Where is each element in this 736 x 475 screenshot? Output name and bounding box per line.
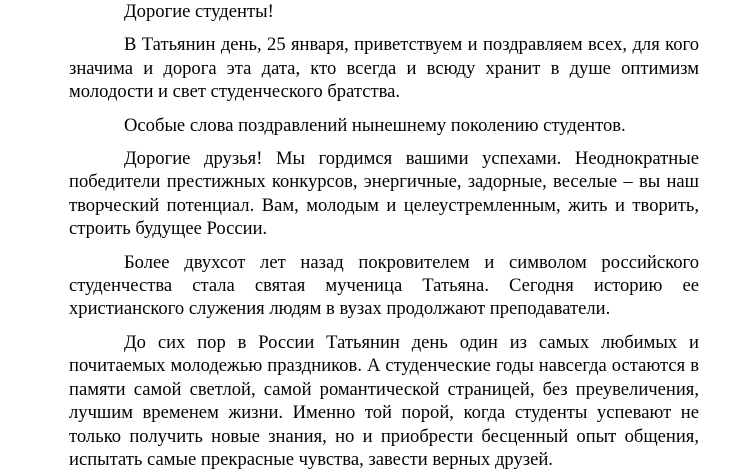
document-body xyxy=(69,0,699,471)
greeting-line: Дорогие студенты! xyxy=(124,1,274,22)
paragraph-1: В Татьянин день, 25 января, приветствуем и поздравляем всех, для кого значима и дорога эта дата, кто всегда и всюду хранит в душе оптимизм молодости и свет студенческого братства. xyxy=(69,34,699,103)
paragraph-5: До сих пор в России Татьянин день один из самых любимых и почитаемых молодежью праздников. А студенческие годы навсегда остаются в памяти самой светлой, самой романтической страницей, без преувеличения, лучшим временем жизни. Именно той порой, когда студенты успевают не только получить новые знания, но и приобрести бесценный опыт общения, испытать самые прекрасные чувства, завести верных друзей. xyxy=(69,331,699,470)
paragraph-2: Особые слова поздравлений нынешнему поколению студентов. xyxy=(124,114,626,136)
paragraph-3: Дорогие друзья! Мы гордимся вашими успехами. Неоднократные победители престижных конкурсов, энергичные, задорные, веселые – вы наш творческий потенциал. Вам, молодым и целеустремленным, жить и творить, строить будущее России. xyxy=(69,148,699,240)
paragraph-4: Более двухсот лет назад покровителем и символом российского студенчества стала святая мученица Татьяна. Сегодня историю ее христианского служения людям в вузах продолжают преподаватели. xyxy=(69,251,699,320)
